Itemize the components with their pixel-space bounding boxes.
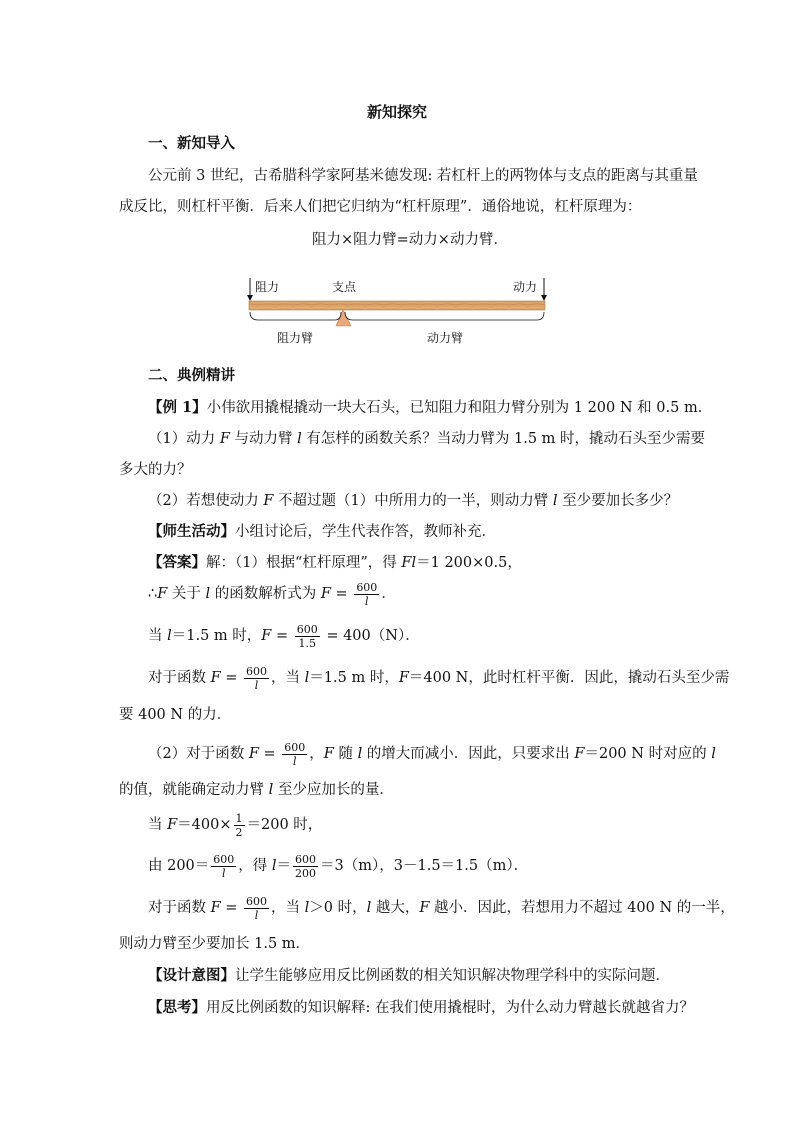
answer-line-4: 对于函数 F = $\frac{600}{l}$ ，当 l＝1.5 m 时，F＝400 N，此时杠杆平衡．因此，撬动石头至少需 bbox=[148, 664, 730, 692]
answer-line-9: 由 200＝ $\frac{600}{l}$ ，得 l＝ $\frac{600}{200}$ ＝3（m），3－1.5＝1.5（m）． bbox=[148, 852, 529, 880]
label-effort-arm: 动力臂 bbox=[427, 331, 464, 345]
page-title: 新知探究 bbox=[366, 103, 427, 121]
resistance-arm-brace bbox=[250, 312, 341, 320]
effort-arm-brace bbox=[345, 312, 544, 320]
lever-principle-formula: 阻力×阻力臂=动力×动力臂． bbox=[312, 232, 508, 248]
question-1-line-2: 多大的力？ bbox=[119, 462, 192, 478]
label-effort: 动力 bbox=[513, 280, 538, 294]
section-heading-intro: 一、新知导入 bbox=[148, 135, 235, 152]
intro-paragraph-line-1: 公元前 3 世纪，古希腊科学家阿基米德发现: 若杠杆上的两物体与支点的距离与其重量 bbox=[148, 168, 698, 184]
lever-beam bbox=[249, 301, 545, 310]
section-heading-examples: 二、典例精讲 bbox=[148, 367, 235, 384]
answer-line-6: （2）对于函数 F = $\frac{600}{l}$ ，F 随 l 的增大而减小．因此，只要求出 F＝200 N 时对应的 l bbox=[148, 740, 716, 768]
label-resistance-arm: 阻力臂 bbox=[277, 331, 314, 345]
answer-line-10: 对于函数 F = $\frac{600}{l}$ ，当 l＞0 时，l 越大，F 越小．因此，若想用力不超过 400 N 的一半， bbox=[148, 894, 735, 922]
label-resistance: 阻力 bbox=[255, 280, 280, 294]
answer-line-7: 的值，就能确定动力臂 l 至少应加长的量． bbox=[119, 782, 394, 798]
lever-diagram bbox=[240, 270, 560, 350]
answer-line-8: 当 F＝400× $\frac{1}{2}$ ＝200 时， bbox=[148, 811, 323, 839]
answer-line-3: 当 l＝1.5 m 时，F = $\frac{600}{1.5}$ = 400（N）． bbox=[148, 622, 420, 650]
design-intent-line: 【设计意图】让学生能够应用反比例函数的相关知识解决物理学科中的实际问题． bbox=[148, 967, 670, 984]
question-1-line-1: （1）动力 F 与动力臂 l 有怎样的函数关系？当动力臂为 1.5 m 时，撬动石头至少需要 bbox=[148, 431, 706, 447]
think-line: 【思考】用反比例函数的知识解释: 在我们使用撬棍时，为什么动力臂越长就越省力？ bbox=[148, 999, 694, 1016]
answer-line-5: 要 400 N 的力． bbox=[119, 707, 232, 723]
label-fulcrum: 支点 bbox=[332, 280, 357, 294]
question-2: （2）若想使动力 F 不超过题（1）中所用力的一半，则动力臂 l 至少要加长多少？ bbox=[148, 493, 679, 509]
answer-line-1: 【答案】解：（1）根据“杠杆原理”，得 Fl＝1 200×0.5， bbox=[148, 554, 522, 571]
answer-line-11: 则动力臂至少要加长 1.5 m． bbox=[119, 936, 311, 952]
fulcrum-triangle bbox=[336, 310, 351, 326]
answer-line-2: ∴F 关于 l 的函数解析式为 F = $\frac{600}{l}$ ． bbox=[148, 580, 396, 608]
intro-paragraph-line-2: 成反比，则杠杆平衡．后来人们把它归纳为“杠杆原理”．通俗地说，杠杆原理为： bbox=[119, 199, 642, 215]
activity-line: 【师生活动】小组讨论后，学生代表作答，教师补充． bbox=[148, 523, 496, 540]
example-1-statement: 【例 1】小伟欲用撬棍撬动一块大石头，已知阻力和阻力臂分别为 1 200 N 和 0.5 m． bbox=[148, 399, 713, 416]
